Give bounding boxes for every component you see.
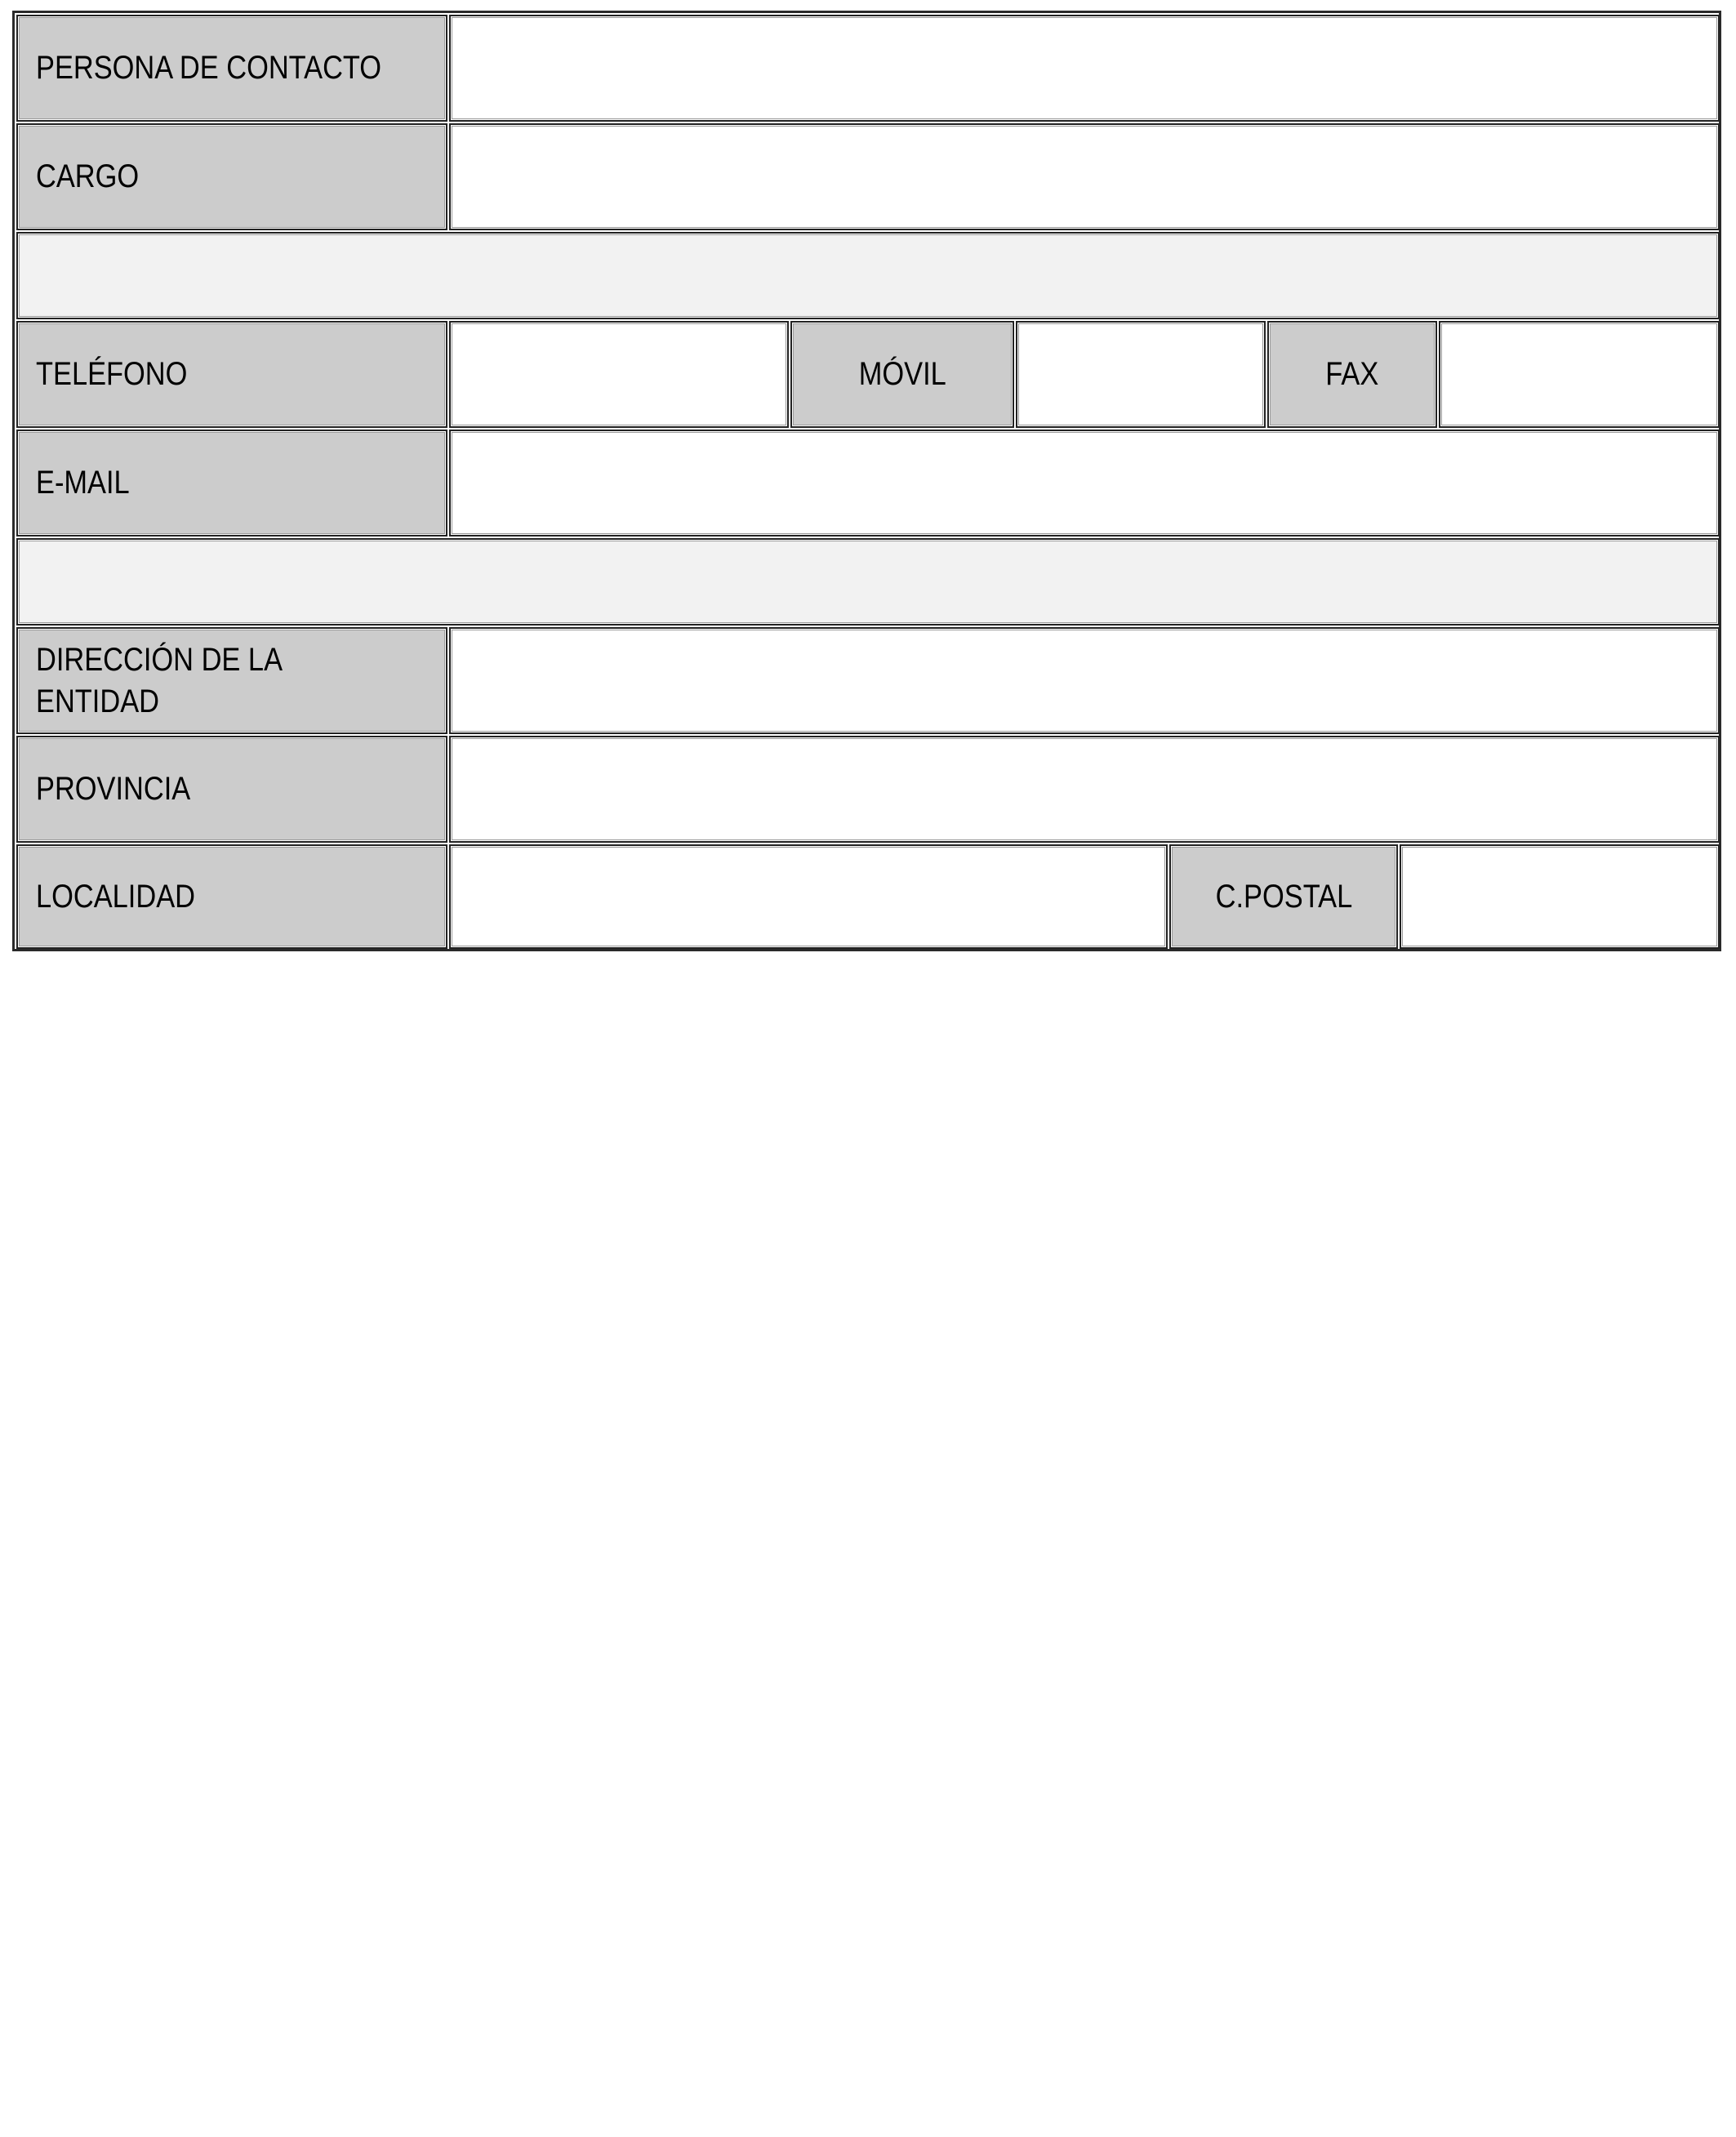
postal-code-label-text: C.POSTAL: [1215, 878, 1352, 915]
mobile-label-text: MÓVIL: [858, 356, 946, 392]
address-label: [16, 627, 447, 734]
address-label-text: DIRECCIÓN DE LA ENTIDAD: [36, 641, 282, 719]
phone-label-text: TELÉFONO: [36, 356, 188, 392]
mobile-label: [790, 321, 1014, 428]
mobile-field[interactable]: [1016, 321, 1266, 428]
fax-label: [1267, 321, 1437, 428]
locality-label-text: LOCALIDAD: [36, 878, 196, 915]
postal-code-field[interactable]: [1400, 844, 1720, 949]
phone-field[interactable]: [449, 321, 789, 428]
section-spacer-1: [16, 232, 1720, 319]
province-field[interactable]: [449, 736, 1720, 843]
contact-person-label-text: PERSONA DE CONTACTO: [36, 50, 382, 86]
contact-person-label: [16, 15, 447, 122]
fax-label-text: FAX: [1325, 356, 1379, 392]
province-label: [16, 736, 447, 843]
address-field[interactable]: [449, 627, 1720, 734]
phone-label: [16, 321, 447, 428]
locality-field[interactable]: [449, 844, 1168, 949]
email-label: [16, 430, 447, 536]
position-label-text: CARGO: [36, 158, 140, 194]
email-field[interactable]: [449, 430, 1720, 536]
fax-field[interactable]: [1439, 321, 1720, 428]
locality-label: [16, 844, 447, 949]
position-label: [16, 123, 447, 230]
contact-form: [12, 11, 1721, 951]
province-label-text: PROVINCIA: [36, 771, 191, 807]
contact-person-field[interactable]: [449, 15, 1720, 122]
position-field[interactable]: [449, 123, 1720, 230]
section-spacer-2: [16, 538, 1720, 626]
postal-code-label: [1169, 844, 1398, 949]
email-label-text: E-MAIL: [36, 465, 130, 501]
